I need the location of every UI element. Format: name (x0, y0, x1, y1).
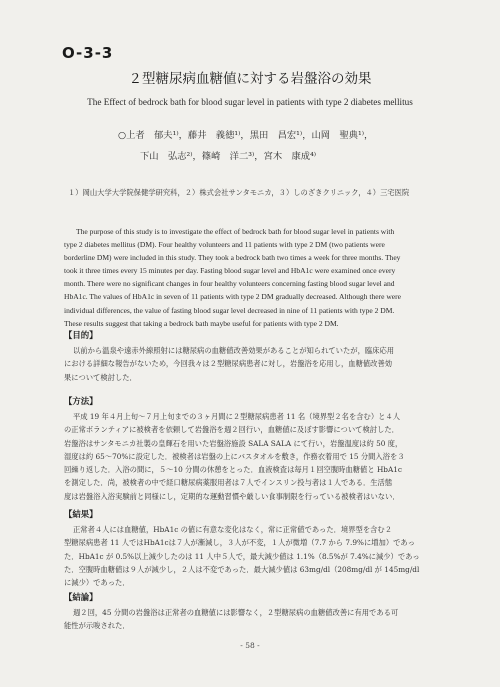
affiliations: １）岡山大学大学院保健学研究科，２）株式会社サンタモニカ，３）しのざきクリニック，４）三宅医院 (68, 188, 410, 197)
page-number: - 58 - (240, 641, 260, 650)
section-line: 湿度は約 65～70%に設定した．被検者は岩盤の上にバスタオルを敷き，作務衣着用で 15 分間入浴を３ (64, 451, 405, 461)
abstract-line: individual differences, the value of fasting blood sugar level decreased in nine of 11 patients with type 2 DM. (64, 305, 395, 315)
section-methods (64, 395, 454, 503)
section-conclusion (64, 591, 454, 633)
section-line: 能性が示唆された． (64, 621, 130, 631)
abstract-english (64, 225, 452, 330)
abstract-line: The purpose of this study is to investigate the effect of bedrock bath for blood sugar level in patients with (76, 227, 395, 236)
section-purpose (64, 329, 454, 384)
section-line: 度は岩盤浴入浴実験前と同様にし，定期的な運動習慣や厳しい食事制限を行っている被検者はいない． (64, 491, 400, 501)
section-line: 果について検討した． (64, 372, 137, 382)
section-results (64, 508, 454, 589)
section-line: 以前から温泉や遠赤外線照射には糖尿病の血糖値改善効果があることが知られていたが，臨床応用 (73, 346, 395, 355)
section-heading: 【目的】 (64, 330, 98, 340)
section-line: た．空腹時血糖値は９人が減少し，２人は不変であった．最大減少値は 63mg/dl（208mg/dl が 145mg/dl (64, 564, 420, 574)
abstract-line: HbA1c. The values of HbA1c in seven of 11 patients with type 2 DM gradually decreased. Although there were (64, 292, 402, 302)
abstract-line: borderline DM) were included in this study. They took a bedrock bath two times a week for three months. They (64, 253, 401, 263)
session-code: O-3-3 (62, 44, 114, 62)
title-japanese: ２型糖尿病血糖値に対する岩盤浴の効果 (128, 71, 372, 87)
abstract-line: type 2 diabetes mellitus (DM). Four healthy volunteers and 11 patients with type 2 DM (two patients were (64, 240, 385, 250)
section-line: を測定した．尚，被検者の中で経口糖尿病薬服用者は７人でインスリン投与者は１人である．生活態 (64, 478, 393, 488)
section-line: の正常ボランティアに被検者を依頼して岩盤浴を週２回行い，血糖値に及ぼす影響について検討した． (64, 425, 399, 435)
abstract-line: month. There were no significant changes in four healthy volunteers concerning fasting blood sugar level and (64, 279, 395, 289)
section-line: 正常者４人には血糖値，HbA1c の値に有意な変化はなく，常に正常値であった．境界型を含む２ (73, 525, 393, 534)
section-heading: 【結論】 (64, 592, 98, 602)
section-line: た．HbA1c が 0.5%以上減少したのは 11 人中５人で，最大減少値は 1.1%（8.5%が 7.4%に減少）であっ (64, 551, 420, 561)
section-line: に減少）であった． (64, 578, 130, 588)
section-heading: 【結果】 (64, 509, 98, 519)
section-line: 岩盤浴はサンタモニカ社製の皇輝石を用いた岩盤浴施設 SALA SALA にて行い，岩盤温度は約 50 度， (64, 438, 403, 448)
authors-line-1: ○上者 郁夫¹⁾，藤井 義徳¹⁾，黒田 昌宏¹⁾，山岡 聖典¹⁾， (118, 130, 374, 141)
section-line: 回繰り返した．入浴の間に，５～10 分間の休憩をとった．血液検査は毎月１回空腹時血糖値と HbA1c (64, 465, 402, 475)
section-line: 週２回，45 分間の岩盤浴は正常者の血糖値には影響なく，２型糖尿病の血糖値改善に有用である可 (73, 608, 399, 617)
section-heading: 【方法】 (64, 396, 98, 406)
section-line: 平成 19 年４月上旬～７月上旬までの３ヶ月間に２型糖尿病患者 11 名（境界型２名を含む）と４人 (73, 412, 401, 421)
abstract-line: These results suggest that taking a bedrock bath maybe useful for patients with type 2 DM. (64, 318, 339, 328)
section-line: における詳細な報告がないため，今回我々は２型糖尿病患者に対し，岩盤浴を応用し，血糖値改善効 (64, 359, 393, 369)
title-english: The Effect of bedrock bath for blood sugar level in patients with type 2 diabetes mellitus (87, 97, 413, 107)
section-line: 型糖尿病患者 11 人ではHbA1cは７人が漸減し，３人が不変，１人が微増（7.7 から 7.9%に増加）であっ (64, 538, 415, 548)
authors-line-2: 下山 弘志²⁾，篠崎 洋二³⁾，宮木 康成⁴⁾ (140, 151, 317, 162)
abstract-line: took it three times every 15 minutes per day. Fasting blood sugar level and HbA1c were examined once every (64, 266, 396, 276)
